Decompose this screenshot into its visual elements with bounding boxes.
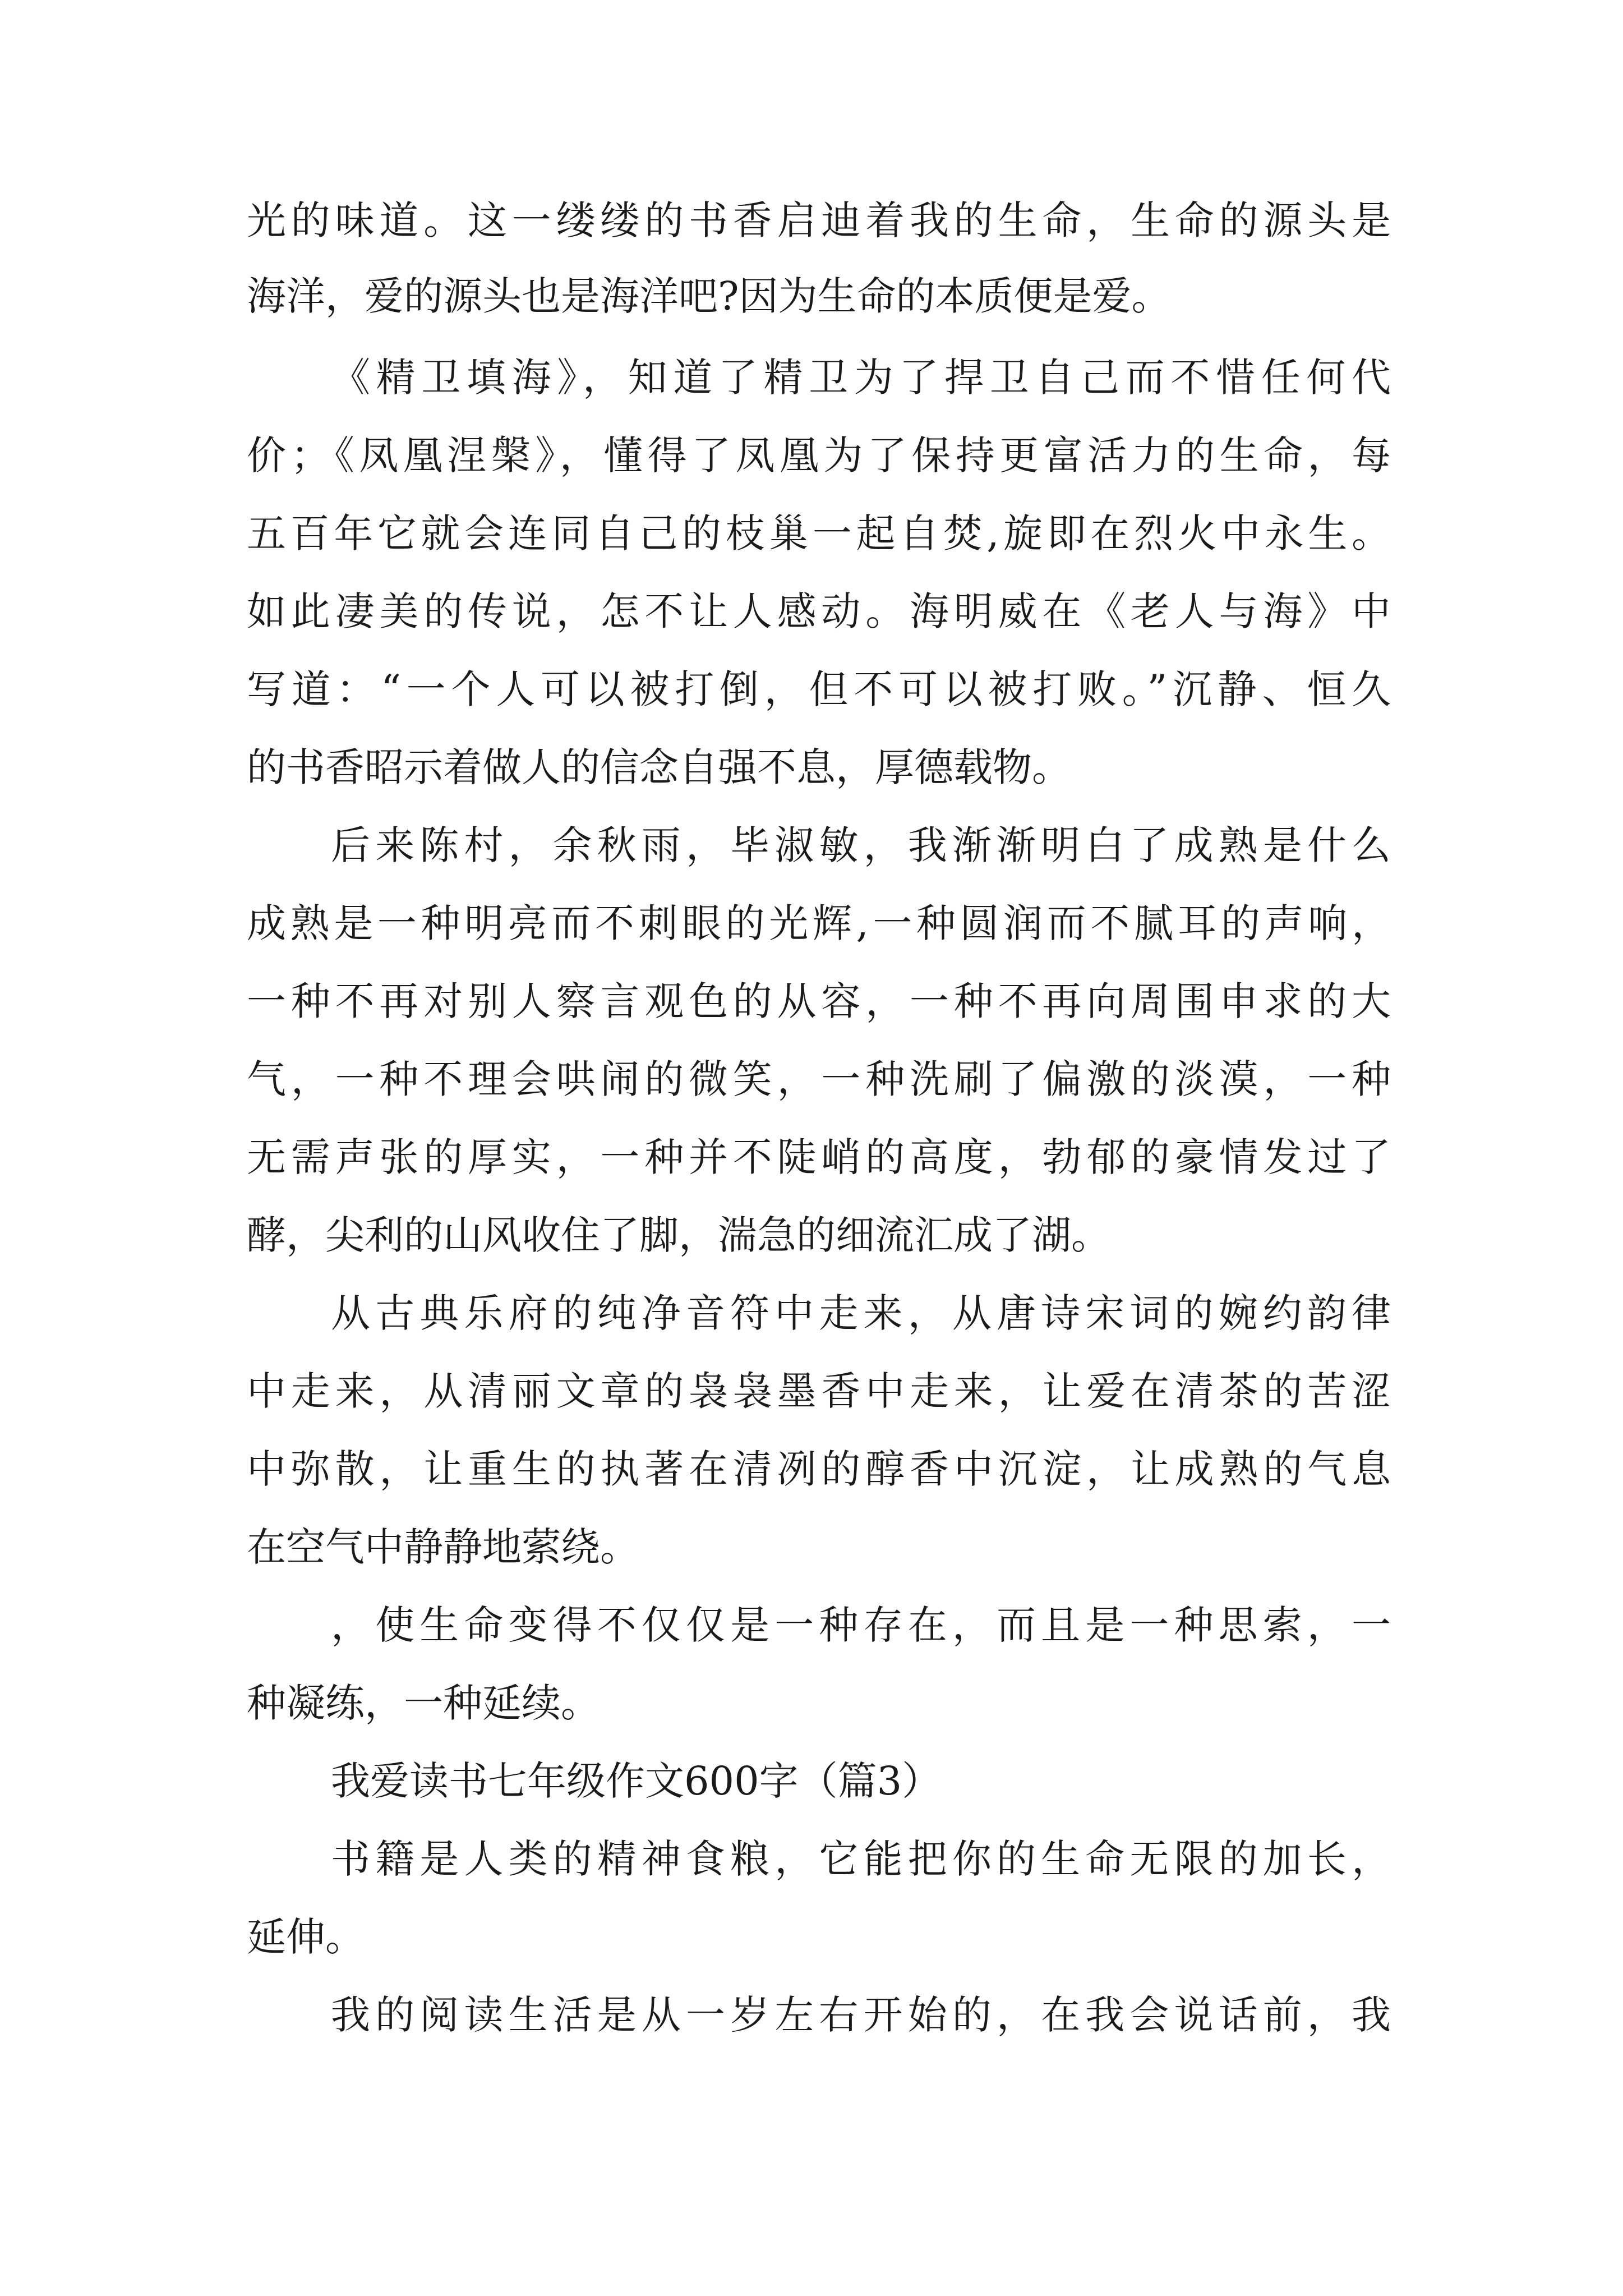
section-heading: 我爱读书七年级作文600字（篇3） <box>331 1758 942 1804</box>
text-line: 气，一种不理会哄闹的微笑，一种洗刷了偏激的淡漠，一种 <box>247 1056 1391 1102</box>
text-line: 光的味道。这一缕缕的书香启迪着我的生命，生命的源头是 <box>247 197 1391 243</box>
text-line: 价；《凤凰涅槃》，懂得了凤凰为了保持更富活力的生命，每 <box>247 432 1391 478</box>
text-line: 在空气中静静地萦绕。 <box>247 1524 639 1570</box>
paragraph-start-line: 《精卫填海》，知道了精卫为了捍卫自己而不惜任何代 <box>331 355 1391 401</box>
paragraph-start-line: 从古典乐府的纯净音符中走来，从唐诗宋词的婉约韵律 <box>331 1290 1391 1336</box>
text-line: 的书香昭示着做人的信念自强不息，厚德载物。 <box>247 744 1071 790</box>
paragraph-start-line: 书籍是人类的精神食粮，它能把你的生命无限的加长， <box>331 1836 1391 1882</box>
text-line: 一种不再对别人察言观色的从容，一种不再向周围申求的大 <box>247 978 1391 1024</box>
text-line: 酵，尖利的山风收住了脚，湍急的细流汇成了湖。 <box>247 1212 1110 1258</box>
paragraph-start-line: ，使生命变得不仅仅是一种存在，而且是一种思索，一 <box>331 1602 1391 1648</box>
text-line: 无需声张的厚实，一种并不陡峭的高度，勃郁的豪情发过了 <box>247 1134 1391 1180</box>
text-line: 海洋，爱的源头也是海洋吧?因为生命的本质便是爱。 <box>247 273 1171 319</box>
text-line: 种凝练，一种延续。 <box>247 1680 600 1726</box>
text-line: 如此凄美的传说，怎不让人感动。海明威在《老人与海》中 <box>247 588 1391 634</box>
text-line: 中弥散，让重生的执著在清冽的醇香中沉淀，让成熟的气息 <box>247 1446 1391 1492</box>
text-line: 五百年它就会连同自己的枝巢一起自焚,旋即在烈火中永生。 <box>247 510 1391 556</box>
paragraph-start-line: 后来陈村，余秋雨，毕淑敏，我渐渐明白了成熟是什么 <box>331 822 1391 868</box>
text-line: 中走来，从清丽文章的袅袅墨香中走来，让爱在清茶的苦涩 <box>247 1368 1391 1414</box>
text-line: 成熟是一种明亮而不刺眼的光辉,一种圆润而不腻耳的声响， <box>247 900 1391 946</box>
text-line: 写道：“一个人可以被打倒，但不可以被打败。”沉静、恒久 <box>247 666 1391 712</box>
paragraph-start-line: 我的阅读生活是从一岁左右开始的，在我会说话前，我 <box>331 1992 1391 2038</box>
text-line: 延伸。 <box>247 1914 365 1960</box>
